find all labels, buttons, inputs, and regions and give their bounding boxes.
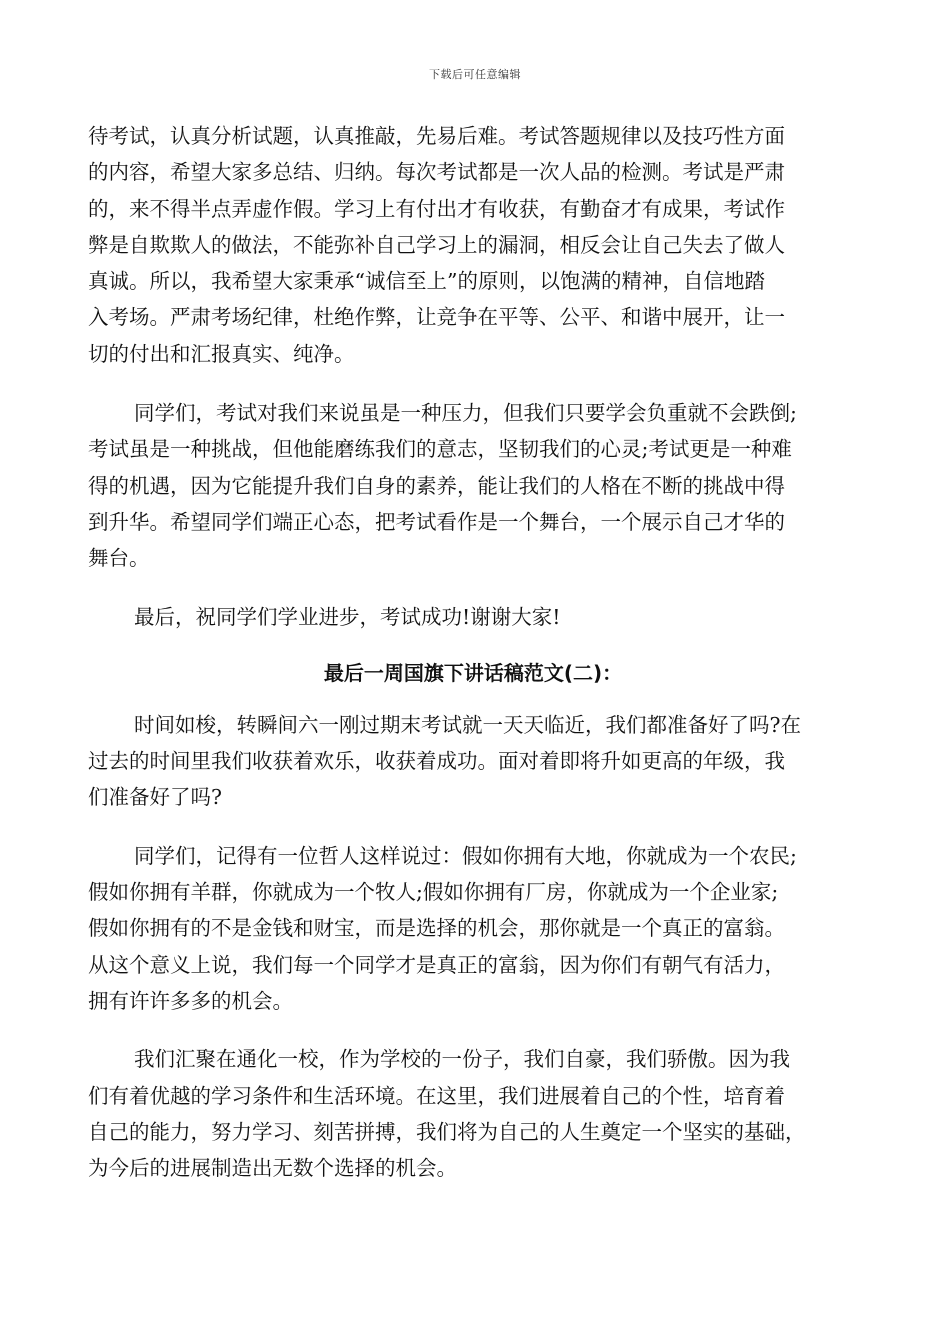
paragraph — [88, 707, 858, 816]
text-line: 最后，祝同学们学业进步，考试成功!谢谢大家! — [134, 604, 561, 629]
text-line: 们有着优越的学习条件和生活环境。在这里，我们进展着自己的个性，培育着 — [88, 1083, 785, 1108]
paragraph — [88, 118, 858, 372]
text-line: 自己的能力，努力学习、刻苦拼搏，我们将为自己的人生奠定一个坚实的基础， — [88, 1119, 806, 1144]
text-line: 假如你拥有的不是金钱和财宝，而是选择的机会，那你就是一个真正的富翁。 — [88, 916, 785, 941]
text-line: 们准备好了吗? — [88, 785, 222, 810]
text-line: 入考场。严肃考场纪律，杜绝作弊，让竞争在平等、公平、和谐中展开，让一 — [88, 305, 785, 330]
paragraph — [88, 395, 858, 576]
paragraph — [88, 1041, 858, 1186]
text-line: 到升华。希望同学们端正心态，把考试看作是一个舞台，一个展示自己才华的 — [88, 509, 785, 534]
text-line: 我们汇聚在通化一校，作为学校的一份子，我们自豪，我们骄傲。因为我 — [134, 1047, 790, 1072]
text-line: 拥有许许多多的机会。 — [88, 988, 293, 1013]
section-heading: 最后一周国旗下讲话稿范文(二)： — [323, 660, 623, 685]
text-line: 真诚。所以，我希望大家秉承“诚信至上”的原则，以饱满的精神，自信地踏 — [88, 269, 765, 294]
text-line: 弊是自欺欺人的做法，不能弥补自己学习上的漏洞，相反会让自己失去了做人 — [88, 232, 785, 257]
text-line: 舞台。 — [88, 546, 150, 571]
text-line: 假如你拥有羊群，你就成为一个牧人;假如你拥有厂房，你就成为一个企业家; — [88, 880, 779, 905]
paragraph — [88, 838, 858, 1019]
text-line: 得的机遇，因为它能提升我们自身的素养，能让我们的人格在不断的挑战中得 — [88, 473, 785, 498]
text-line: 过去的时间里我们收获着欢乐，收获着成功。面对着即将升如更高的年级，我 — [88, 749, 785, 774]
text-line: 时间如梭，转瞬间六一刚过期末考试就一天天临近，我们都准备好了吗?在 — [134, 712, 801, 737]
text-line: 待考试，认真分析试题，认真推敲，先易后难。考试答题规律以及技巧性方面 — [88, 124, 785, 148]
text-line: 考试虽是一种挑战，但他能磨练我们的意志，坚韧我们的心灵;考试更是一种难 — [88, 437, 792, 462]
document-body — [88, 118, 858, 1208]
text-line: 切的付出和汇报真实、纯净。 — [88, 341, 355, 366]
paragraph — [88, 599, 858, 635]
text-line: 为今后的进展制造出无数个选择的机会。 — [88, 1156, 457, 1181]
text-line: 同学们，考试对我们来说虽是一种压力，但我们只要学会负重就不会跌倒; — [134, 401, 797, 426]
text-line: 的，来不得半点弄虚作假。学习上有付出才有收获，有勤奋才有成果，考试作 — [88, 196, 785, 221]
page-header-note: 下载后可任意编辑 — [429, 68, 521, 81]
text-line: 从这个意义上说，我们每一个同学才是真正的富翁，因为你们有朝气有活力， — [88, 952, 785, 977]
text-line: 同学们，记得有一位哲人这样说过：假如你拥有大地，你就成为一个农民; — [134, 843, 797, 868]
text-line: 的内容，希望大家多总结、归纳。每次考试都是一次人品的检测。考试是严肃 — [88, 160, 785, 185]
